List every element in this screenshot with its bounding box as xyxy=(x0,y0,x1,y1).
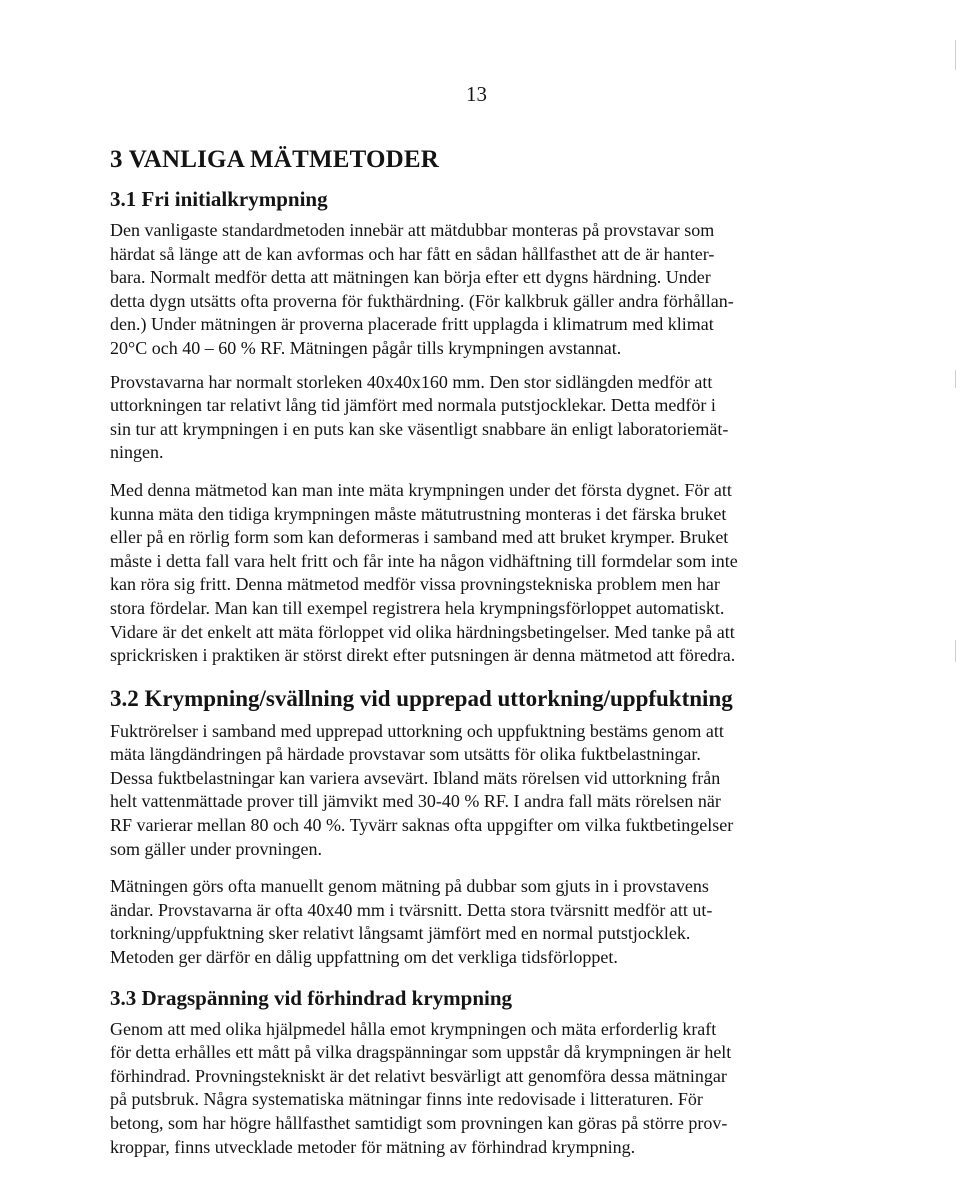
text-line: sin tur att krympningen i en puts kan ske väsentligt snabbare än enligt laboratoriemät- xyxy=(110,418,729,439)
paragraph xyxy=(110,371,845,465)
text-line: ändar. Provstavarna är ofta 40x40 mm i tvärsnitt. Detta stora tvärsnitt medför att ut- xyxy=(110,899,713,920)
section-heading-3-1: 3.1 Fri initialkrympning xyxy=(110,187,328,211)
section-heading-3-3: 3.3 Dragspänning vid förhindrad krympning xyxy=(110,985,513,1010)
text-line: Dessa fuktbelastningar kan variera avsevärt. Ibland mäts rörelsen vid uttorkning från xyxy=(110,767,721,788)
text-line: på putsbruk. Några systematiska mätningar finns inte redovisade i litteraturen. För xyxy=(110,1089,703,1110)
text-line: uttorkningen tar relativt lång tid jämfört med normala putstjocklekar. Detta medför i xyxy=(110,395,716,416)
text-line: torkning/uppfuktning sker relativt långsamt jämfört med en normal putstjocklek. xyxy=(110,923,691,944)
paragraph xyxy=(110,720,845,862)
paragraph xyxy=(110,479,845,668)
text-line: Med denna mätmetod kan man inte mäta krympningen under det första dygnet. För att xyxy=(110,479,732,500)
page-number: 13 xyxy=(466,82,487,106)
text-line: mäta längdändringen på härdade provstavar som utsätts för olika fuktbelastningar. xyxy=(110,744,701,765)
text-line: Genom att med olika hjälpmedel hålla emot krympningen och mäta erforderlig kraft xyxy=(110,1018,717,1039)
text-line: Vidare är det enkelt att mäta förloppet vid olika härdningsbetingelser. Med tanke på att xyxy=(110,621,735,642)
text-line: bara. Normalt medför detta att mätningen kan börja efter ett dygns härdning. Under xyxy=(110,267,711,288)
text-line: eller på en rörlig form som kan deformeras i samband med att bruket krymper. Bruket xyxy=(110,527,729,548)
text-line: kan röra sig fritt. Denna mätmetod medför vissa provningstekniska problem men har xyxy=(110,574,720,595)
text-line: helt vattenmättade prover till jämvikt med 30-40 % RF. I andra fall mäts rörelsen när xyxy=(110,791,721,812)
text-line: den.) Under mätningen är proverna placerade fritt upplagda i klimatrum med klimat xyxy=(110,314,714,335)
text-line: stora fördelar. Man kan till exempel registrera hela krympningsförloppet automatiskt. xyxy=(110,597,725,618)
text-line: Provstavarna har normalt storleken 40x40x160 mm. Den stor sidlängden medför att xyxy=(110,371,713,392)
text-line: Mätningen görs ofta manuellt genom mätning på dubbar som gjuts in i provstavens xyxy=(110,876,709,897)
text-line: betong, som har högre hållfasthet samtidigt som provningen kan göras på större prov- xyxy=(110,1113,728,1133)
paragraph xyxy=(110,875,845,969)
scan-margin-mark xyxy=(955,640,956,662)
scan-margin-mark xyxy=(955,40,956,70)
text-line: som gäller under provningen. xyxy=(110,838,322,859)
scan-margin-mark xyxy=(955,370,956,388)
text-line: för detta erhålles ett mått på vilka dragspänningar som uppstår då krympningen är helt xyxy=(110,1042,732,1063)
text-line: Metoden ger därför en dålig uppfattning om det verkliga tidsförloppet. xyxy=(110,947,618,968)
text-line: detta dygn utsätts ofta proverna för fukthärdning. (För kalkbruk gäller andra förhållan- xyxy=(110,290,734,311)
text-line: kunna mäta den tidiga krympningen måste mätutrustning monteras i det färska bruket xyxy=(110,503,727,524)
text-line: måste i detta fall vara helt fritt och får inte ha någon vidhäftning till formdelar som inte xyxy=(110,550,738,571)
text-line: kroppar, finns utvecklade metoder för mätning av förhindrad krympning. xyxy=(110,1136,636,1157)
text-line: Fuktrörelser i samband med upprepad uttorkning och uppfuktning bestäms genom att xyxy=(110,720,724,741)
text-line: ningen. xyxy=(110,442,164,463)
section-heading-3-2: 3.2 Krympning/svällning vid upprepad uttorkning/uppfuktning xyxy=(110,685,733,711)
text-line: sprickrisken i praktiken är störst direkt efter putsningen är denna mätmetod att föredra. xyxy=(110,645,736,666)
text-line: förhindrad. Provningstekniskt är det relativt besvärligt att genomföra dessa mätningar xyxy=(110,1065,727,1086)
text-line: härdat så länge att de kan avformas och har fått en sådan hållfasthet att de är hanter- xyxy=(110,243,715,264)
paragraph xyxy=(110,219,845,361)
text-line: 20°C och 40 – 60 % RF. Mätningen pågår tills krympningen avstannat. xyxy=(110,337,622,358)
chapter-title: 3 VANLIGA MÄTMETODER xyxy=(110,146,440,173)
page-content xyxy=(110,143,845,1159)
paragraph xyxy=(110,1018,845,1160)
text-line: Den vanligaste standardmetoden innebär att mätdubbar monteras på provstavar som xyxy=(110,220,715,240)
text-line: RF varierar mellan 80 och 40 %. Tyvärr saknas ofta uppgifter om vilka fuktbetingelser xyxy=(110,815,734,836)
